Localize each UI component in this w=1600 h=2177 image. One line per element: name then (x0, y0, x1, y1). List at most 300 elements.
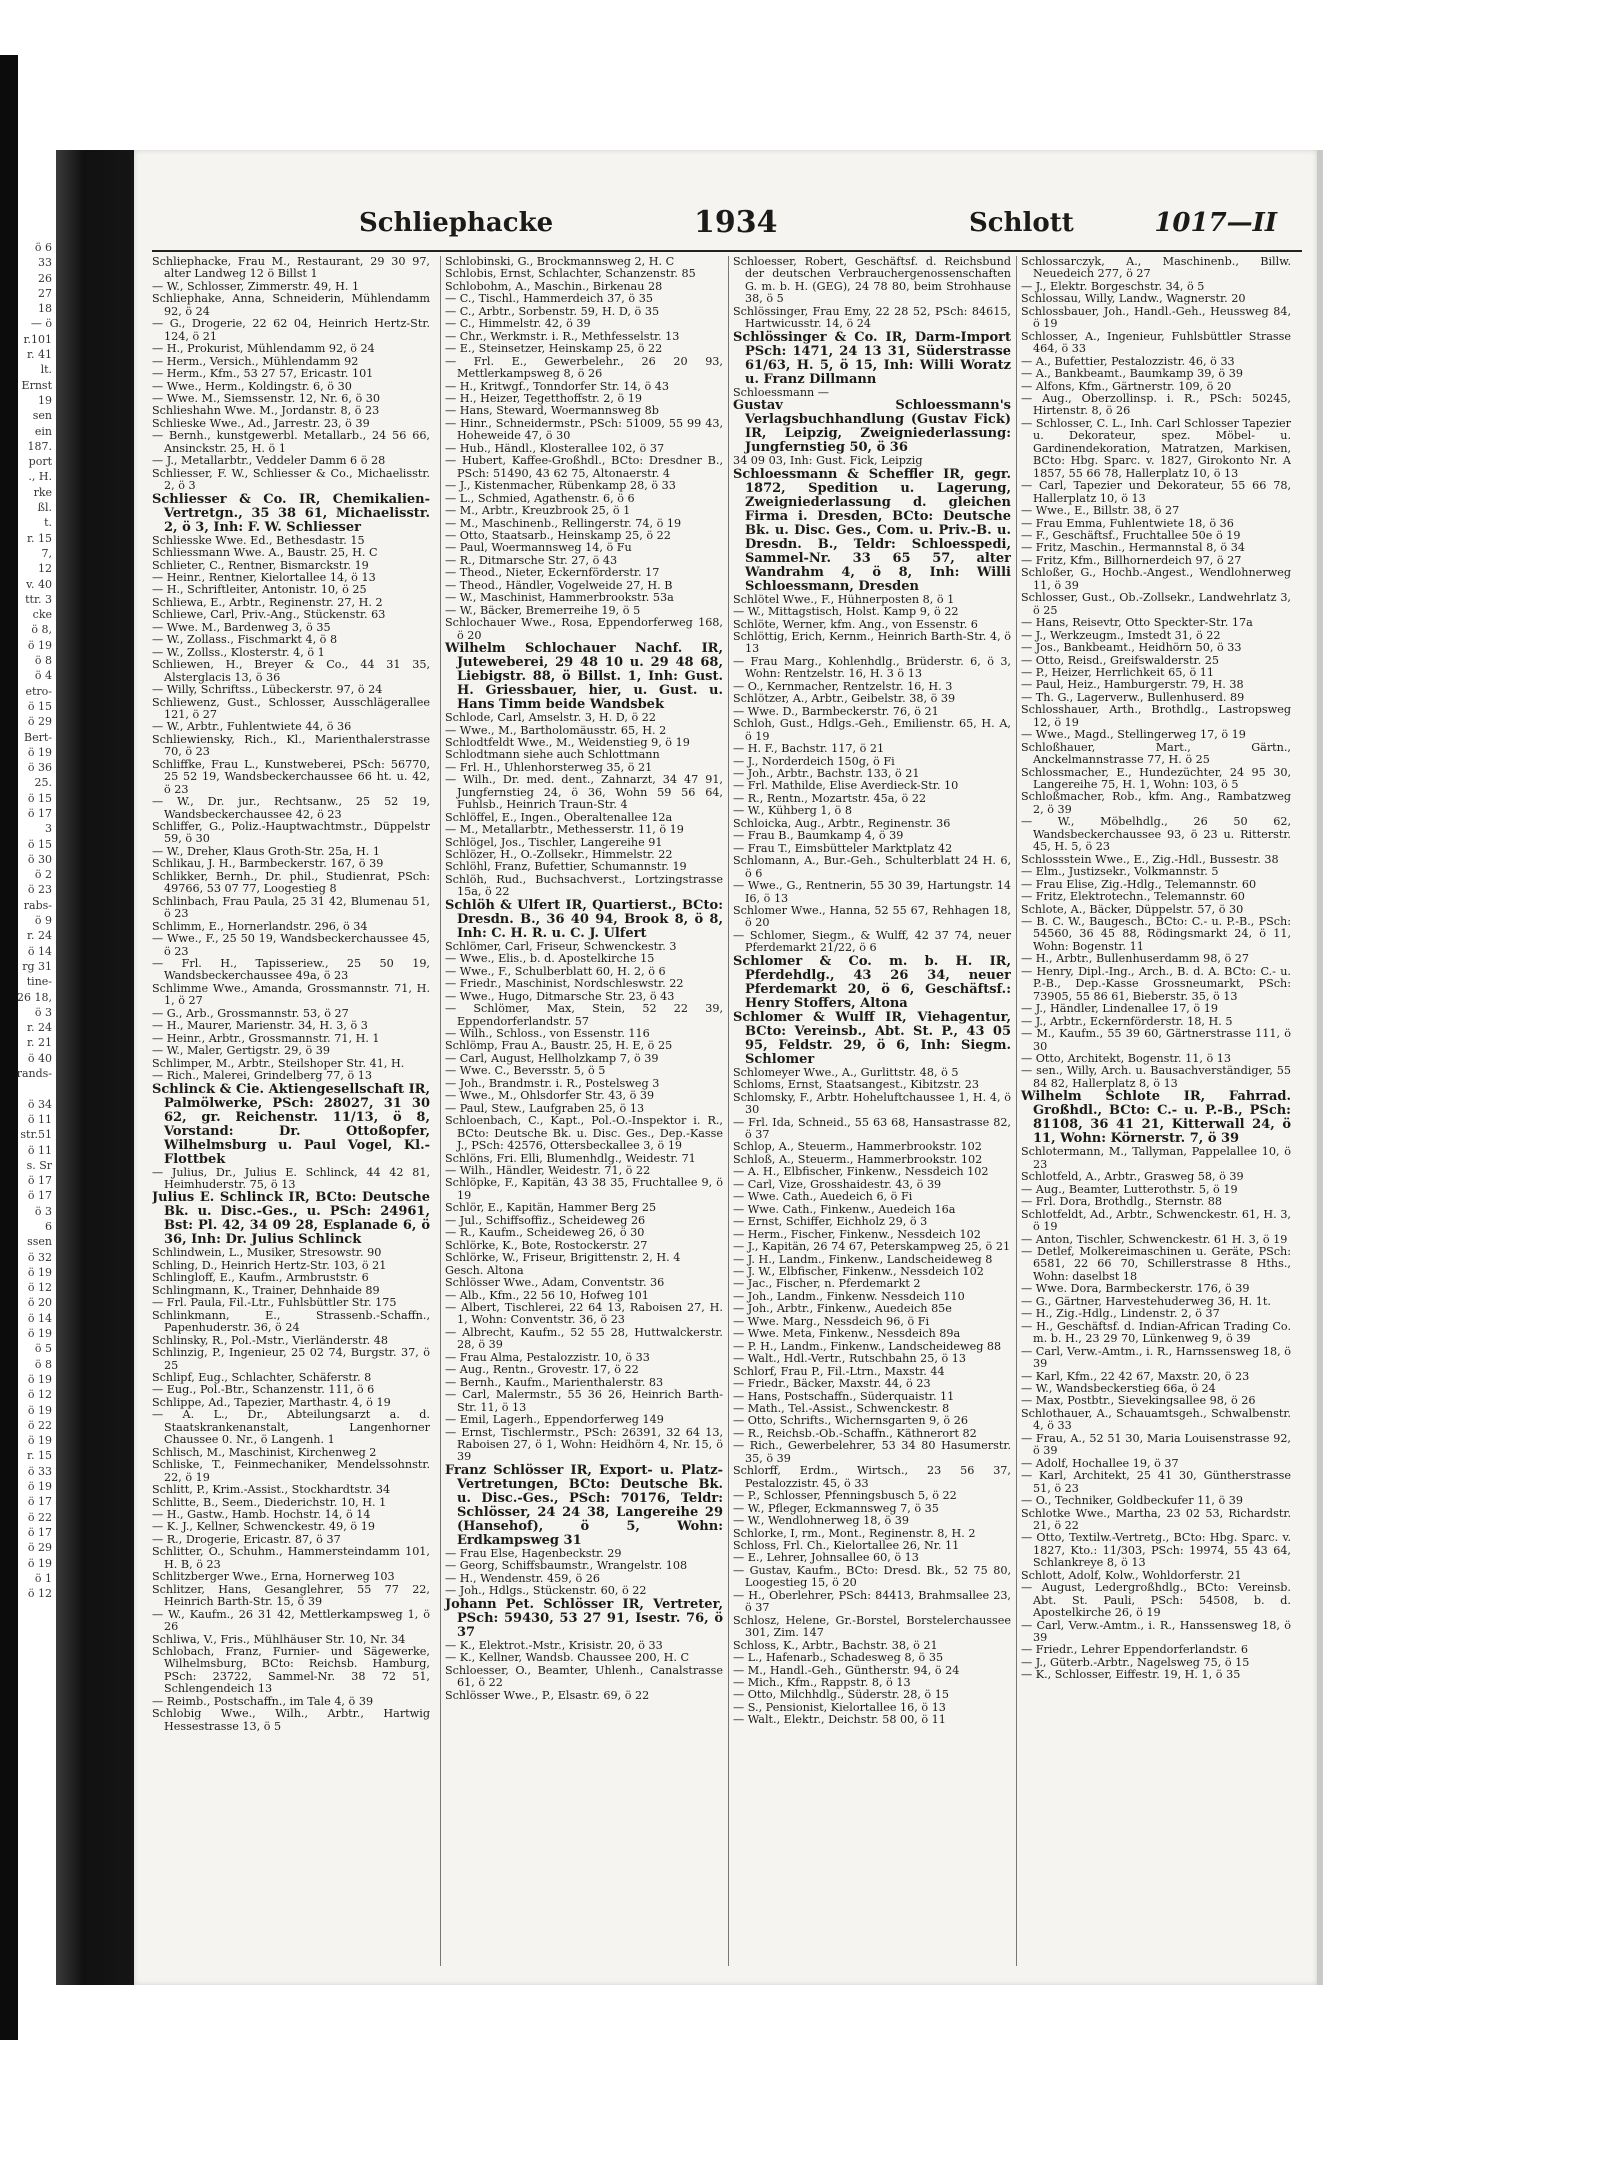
directory-entry: Schliessmann Wwe. A., Baustr. 25, H. C (152, 546, 378, 560)
directory-entry: — Paul, Heiz., Hamburgerstr. 79, H. 38 (1021, 678, 1244, 692)
directory-entry: — O., Kernmacher, Rentzelstr. 16, H. 3 (733, 679, 953, 693)
directory-entry: Schloenbach, C., Kapt., Pol.-O.-Inspektor i. R., BCto: Deutsche Bk. u. Disc. Ges., Dep.-Kasse J., PSch: 42576, Ottersbeckallee 3, ö 19 (445, 1114, 723, 1153)
directory-entry: Schliesser, F. W., Schliesser & Co., Michaelisstr. 2, ö 3 (152, 466, 430, 493)
directory-entry: Schlingloff, E., Kaufm., Armbruststr. 6 (152, 1271, 369, 1285)
directory-entry: — Otto, Milchhdlg., Süderstr. 28, ö 15 (733, 1688, 949, 1702)
directory-entry: Schloßmacher, Rob., kfm. Ang., Rambatzweg 2, ö 39 (1021, 790, 1291, 816)
previous-page-fragment: ö 19 (27, 1556, 52, 1570)
directory-entry: — Max, Postbtr., Sievekingsallee 98, ö 26 (1021, 1394, 1256, 1408)
directory-entry: — W., Bäcker, Bremerreihe 19, ö 5 (445, 603, 641, 617)
directory-entry: — Frau Alma, Pestalozzistr. 10, ö 33 (445, 1350, 650, 1364)
directory-entry: Schlotfeldt, Ad., Arbtr., Schwenckestr. 61, H. 3, ö 19 (1021, 1207, 1291, 1234)
directory-entry: — Schlömer, Max, Stein, 52 22 39, Eppendorferlandstr. 57 (445, 1002, 723, 1028)
directory-entry: Schlinck & Cie. Aktiengesellschaft IR, Palmölwerke, PSch: 28027, 31 30 62, gr. Reichenstr. 11/13, ö 8, Vorstand: Dr. Ottoßopfer, Wilhelmsburg u. Paul Vogel, Kl.-Flottbek (152, 1081, 430, 1167)
previous-page-fragment: ö 32 (27, 1250, 52, 1264)
previous-page-fragment: r. 15 (26, 1449, 52, 1463)
previous-page-fragment: ö 22 (27, 1418, 52, 1432)
previous-page-fragment: — ö (30, 317, 52, 331)
directory-entry: Gustav Schloessmann's Verlagsbuchhandlung (Gustav Fick) IR, Leipzig, Zweigniederlassung: Jungfernstieg 50, ö 36 (733, 398, 1011, 456)
directory-entry: — R., Kaufm., Scheideweg 26, ö 30 (445, 1226, 645, 1240)
directory-entry: Franz Schlösser IR, Export- u. Platz-Vertretungen, BCto: Deutsche Bk. u. Disc.-Ges., PSch: 70176, Teldr: Schlösser, 24 24 38, Langereihe 29 (Hansehof), ö 5, Wohn: Erdkampsweg 31 (445, 1462, 723, 1548)
directory-entry: — Joh., Landm., Finkenw. Nessdeich 110 (733, 1289, 965, 1303)
directory-entry: — K. J., Kellner, Schwenckestr. 49, ö 19 (152, 1520, 375, 1534)
previous-page-fragment: ttr. 3 (25, 592, 52, 606)
directory-entry: — Carl, August, Hellholzkamp 7, ö 39 (445, 1051, 659, 1065)
directory-entry: — Walt., Hdl.-Vertr., Rutschbahn 25, ö 13 (733, 1352, 967, 1366)
previous-page-fragment: etro- (25, 684, 52, 698)
directory-entry: Schlieter, C., Rentner, Bismarckstr. 19 (152, 558, 369, 572)
directory-entry: — Carl, Malermstr., 55 36 26, Heinrich Barth-Str. 11, ö 13 (445, 1388, 723, 1414)
directory-entry: — J., Güterb.-Arbtr., Nagelsweg 75, ö 15 (1021, 1655, 1250, 1669)
directory-entry: — Walt., Elektr., Deichstr. 58 00, ö 11 (733, 1713, 946, 1727)
previous-page-fragment: ö 36 (27, 761, 52, 775)
directory-entry: — W., Dreher, Klaus Groth-Str. 25a, H. 1 (152, 844, 380, 858)
directory-entry: Schliewa, E., Arbtr., Reginenstr. 27, H. 2 (152, 595, 383, 609)
directory-entry: Schlippe, Ad., Tapezier, Marthastr. 4, ö 19 (152, 1395, 391, 1409)
directory-entry: Schlitzer, Hans, Gesanglehrer, 55 77 22, Heinrich Barth-Str. 15, ö 39 (152, 1582, 430, 1609)
previous-page-fragment: rke (33, 485, 52, 499)
page-header (134, 150, 1317, 240)
previous-page-fragment: ö 19 (27, 1372, 52, 1386)
directory-entry: Schlochauer Wwe., Rosa, Eppendorferweg 168, ö 20 (445, 616, 723, 642)
directory-entry: Schlossmacher, E., Hundezüchter, 24 95 30, Langereihe 75, H. 1, Wohn: 103, ö 5 (1021, 765, 1291, 792)
previous-page-fragment: ssen (27, 1235, 52, 1249)
directory-entry: — Joh., Hdlgs., Stückenstr. 60, ö 22 (445, 1584, 647, 1598)
directory-entry: — Mich., Kfm., Rappstr. 8, ö 13 (733, 1675, 911, 1689)
directory-entry: — Albrecht, Kaufm., 52 55 28, Huttwalckerstr. 28, ö 39 (445, 1325, 723, 1352)
directory-entry: — K., Schlosser, Eiffestr. 19, H. 1, ö 35 (1021, 1668, 1241, 1682)
directory-entry: Schlossau, Willy, Landw., Wagnerstr. 20 (1021, 292, 1246, 306)
previous-page-fragment: ö 4 (34, 669, 52, 683)
previous-page-fragment: ö 15 (27, 699, 52, 713)
directory-entry: — J., Arbtr., Eckernförderstr. 18, H. 5 (1021, 1014, 1233, 1028)
directory-entry: — W., Kaufm., 26 31 42, Mettlerkampsweg 1, ö 26 (152, 1607, 430, 1634)
previous-page-fragment: ö 8 (34, 654, 52, 668)
directory-entry: — Reimb., Postschaffn., im Tale 4, ö 39 (152, 1694, 374, 1708)
previous-page-fragment: ö 2 (34, 868, 52, 882)
directory-entry: Schlössinger & Co. IR, Darm-Import PSch: 1471, 24 13 31, Süderstrasse 61/63, H. 5, ö 15, Inh: Willi Woratz u. Franz Dillmann (733, 329, 1011, 387)
directory-entry: — Wwe., Herm., Koldingstr. 6, ö 30 (152, 379, 352, 393)
previous-page-fragment: 26 18, (17, 990, 52, 1004)
directory-entry: — W., Zollss., Klosterstr. 4, ö 1 (152, 645, 325, 659)
directory-entry: — Hans, Steward, Woermannsweg 8b (445, 404, 659, 418)
previous-page-fragment: ö 3 (34, 1005, 52, 1019)
directory-entry: Schlöte, Werner, kfm. Ang., von Essenstr. 6 (733, 617, 978, 631)
column-4 (1016, 256, 1291, 1966)
directory-entry: — F., Geschäftsf., Fruchtallee 50e ö 19 (1021, 528, 1241, 542)
directory-entry: — Frl. Ida, Schneid., 55 63 68, Hansastrasse 82, ö 37 (733, 1115, 1011, 1142)
directory-entry: — Carl, Verw.-Amtm., i. R., Hanssensweg 18, ö 39 (1021, 1618, 1291, 1645)
directory-entry: — W., Arbtr., Fuhlentwiete 44, ö 36 (152, 720, 352, 734)
directory-entry: — Wwe., G., Rentnerin, 55 30 39, Hartungstr. 14 I6, ö 13 (733, 879, 1011, 905)
previous-page-fragment: rg 31 (22, 959, 52, 973)
directory-entry: — H., Oberlehrer, PSch: 84413, Brahmsallee 23, ö 37 (733, 1588, 1011, 1615)
directory-entry: Schloßhauer, Mart., Gärtn., Anckelmannstrasse 77, H. ö 25 (1021, 740, 1291, 767)
directory-entry: Schlindwein, L., Musiker, Stresowstr. 90 (152, 1246, 382, 1260)
directory-entry: — Julius, Dr., Julius E. Schlinck, 44 42 81, Heimhuderstr. 75, ö 13 (152, 1165, 430, 1191)
directory-entry: — Ernst, Schiffer, Eichholz 29, ö 3 (733, 1215, 928, 1229)
directory-entry: Schlotke Wwe., Martha, 23 02 53, Richardstr. 21, ö 22 (1021, 1506, 1291, 1532)
directory-entry: — H., Gastw., Hamb. Hochstr. 14, ö 14 (152, 1507, 371, 1521)
directory-entry: Schlöffel, E., Ingen., Oberaltenallee 12a (445, 810, 673, 824)
directory-entry: Schlieske Wwe., Ad., Jarrestr. 23, ö 39 (152, 416, 370, 430)
directory-entry: Schlorke, I, rm., Mont., Reginenstr. 8, H. 2 (733, 1526, 976, 1540)
directory-entry: — Math., Tel.-Assist., Schwenckestr. 8 (733, 1402, 950, 1415)
directory-entry: Schlömer, Carl, Friseur, Schwenckestr. 3 (445, 939, 677, 953)
directory-entry: — Aug., Oberzollinsp. i. R., PSch: 50245, Hirtenstr. 8, ö 26 (1021, 391, 1291, 418)
directory-entry: — S., Pensionist, Kielortallee 16, ö 13 (733, 1700, 946, 1714)
directory-entry: Schlorff, Erdm., Wirtsch., 23 56 37, Pestalozzistr. 45, ö 33 (733, 1464, 1011, 1490)
directory-entry: — H., Wendenstr. 459, ö 26 (445, 1571, 601, 1585)
directory-entry: — J., Elektr. Borgeschstr. 34, ö 5 (1021, 279, 1205, 293)
directory-entry: — Carl, Vize, Grosshaidestr. 43, ö 39 (733, 1177, 942, 1191)
directory-entry: Schlöh & Ulfert IR, Quartierst., BCto: Dresdn. B., 36 40 94, Brook 8, ö 8, Inh: C. H. R. u. C. J. Ulfert (445, 897, 723, 941)
previous-page-fragment: r. 21 (26, 1036, 52, 1050)
directory-entry: — J., Händler, Lindenallee 17, ö 19 (1021, 1002, 1218, 1016)
directory-entry: — G., Drogerie, 22 62 04, Heinrich Hertz-Str. 124, ö 21 (152, 317, 430, 343)
directory-entry: Gesch. Altona (445, 1263, 524, 1277)
directory-entry: — Fritz, Maschin., Hermannstal 8, ö 34 (1021, 541, 1245, 555)
directory-entry: Schlösser Wwe., P., Elsastr. 69, ö 22 (445, 1688, 650, 1702)
directory-entry: Schlörke, K., Bote, Rostockerstr. 27 (445, 1238, 648, 1252)
previous-page-fragment: lt. (40, 363, 52, 377)
directory-entry: Schliewe, Carl, Priv.-Ang., Stückenstr. 63 (152, 608, 386, 622)
directory-entry: — Wilh., Dr. med. dent., Zahnarzt, 34 47 91, Jungfernstieg 24, ö 36, Wohn 59 56 64, Fuhlsb., Heinrich Traun-Str. 4 (445, 773, 723, 812)
book-gutter (56, 150, 134, 1985)
directory-entry: Schloessmann & Scheffler IR, gegr. 1872, Spedition u. Lagerung, Zweigniederlassung d. gleichen Firma i. Dresden, BCto: Deutsche Bk. u. Disc. Ges., Com. u. Priv.-B. u. Dresdn. B., Teldr: Schloesspedi, Sammel-Nr. 33 65 57, alter Wandrahm 4, ö 8, Inh: Willi Schloessmann, Dresden (733, 466, 1011, 594)
directory-entry: Johann Pet. Schlösser IR, Vertreter, PSch: 59430, 53 27 91, Isestr. 76, ö 37 (445, 1596, 723, 1640)
directory-entry: — Paul, Woermannsweg 14, ö Fu (445, 541, 632, 555)
previous-page-fragment: 19 (38, 393, 52, 407)
directory-entry: — W., Maschinist, Hammerbrookstr. 53a (445, 591, 674, 605)
directory-entry: Schlobinski, G., Brockmannsweg 2, H. C (445, 256, 675, 268)
directory-entry: — Friedr., Bäcker, Maxstr. 44, ö 23 (733, 1377, 931, 1391)
directory-entry: — Wwe., Elis., b. d. Apostelkirche 15 (445, 952, 655, 966)
directory-entry: — Fritz, Kfm., Billhornerdeich 97, ö 27 (1021, 553, 1242, 567)
directory-entry: — Detlef, Molkereimaschinen u. Geräte, PSch: 6581, 22 66 70, Schillerstrasse 8 Hths., Wohn: daselbst 18 (1021, 1244, 1291, 1283)
directory-entry: Schlosser, A., Ingenieur, Fuhlsbüttler Strasse 464, ö 33 (1021, 329, 1291, 356)
directory-entry: — Otto, Architekt, Bogenstr. 11, ö 13 (1021, 1052, 1232, 1065)
previous-page-fragment: ö 19 (27, 1480, 52, 1494)
previous-page-fragment: ö 6 (34, 241, 52, 254)
directory-entry: — Otto, Schrifts., Wichernsgarten 9, ö 26 (733, 1414, 968, 1428)
directory-entry: — W., Wendlohnerweg 18, ö 39 (733, 1514, 910, 1528)
directory-entry: Schlossarczyk, A., Maschinenb., Billw. Neuedeich 277, ö 27 (1021, 256, 1291, 281)
directory-page (134, 150, 1317, 1985)
previous-page-fragment: ö 29 (27, 1541, 52, 1555)
directory-entry: — Frl. H., Tapisseriew., 25 50 19, Wandsbeckerchaussee 49a, ö 23 (152, 957, 430, 983)
directory-entry: — Elm., Justizsekr., Volkmannstr. 5 (1021, 865, 1219, 879)
previous-page-fragment: ö 8, (31, 623, 52, 637)
directory-entry: Schloicka, Aug., Arbtr., Reginenstr. 36 (733, 816, 951, 830)
directory-entry: — W., Pfleger, Eckmannsweg 7, ö 35 (733, 1501, 939, 1515)
directory-entry: Schlöns, Fri. Elli, Blumenhdlg., Weidestr. 71 (445, 1151, 696, 1165)
directory-entry: — R., Ditmarsche Str. 27, ö 43 (445, 553, 618, 567)
previous-page-fragment: ö 15 (27, 837, 52, 851)
directory-entry: Schlobohm, A., Maschin., Birkenau 28 (445, 279, 663, 293)
directory-entry: Schlöttig, Erich, Kernm., Heinrich Barth-Str. 4, ö 13 (733, 629, 1011, 656)
directory-entry: Schlitt, P., Krim.-Assist., Stockhardtstr. 34 (152, 1483, 391, 1497)
previous-page-fragment: rabs- (23, 898, 52, 912)
directory-entry: — Frl. Mathilde, Elise Averdieck-Str. 10 (733, 779, 959, 793)
previous-page-fragment: ö 17 (27, 1495, 52, 1509)
directory-entry: — Henry, Dipl.-Ing., Arch., B. d. A. BCto: C.- u. P.-B., Dep.-Kasse Grossneumarkt, PSch: 73905, 55 86 61, Bieberstr. 35, ö 13 (1021, 964, 1291, 1003)
directory-entry: Schling, D., Heinrich Hertz-Str. 103, ö 21 (152, 1258, 387, 1272)
directory-entry: — A., Bufettier, Pestalozzistr. 46, ö 33 (1021, 354, 1235, 368)
directory-entry: — Bernh., Kaufm., Marienthalerstr. 83 (445, 1375, 664, 1389)
directory-entry: Schlipf, Eug., Schlachter, Schäferstr. 8 (152, 1370, 372, 1384)
directory-entry: Schlobach, Franz, Furnier- und Sägewerke, Wilhelmsburg, BCto: Reichsb. Hamburg, PSch: 23722, Sammel-Nr. 38 72 51, Schlengendeich 13 (152, 1644, 430, 1696)
directory-entry: — A. L., Dr., Abteilungsarzt a. d. Staatskrankenanstalt, Langenhorner Chaussee 0. Nr., ö Langenh. 1 (152, 1408, 430, 1447)
previous-page-fragment: s. Sr (26, 1158, 52, 1172)
directory-entry: — Emil, Lagerh., Eppendorferweg 149 (445, 1413, 664, 1427)
directory-entry: — Herm., Versich., Mühlendamm 92 (152, 354, 359, 368)
directory-entry: Schliwa, V., Fris., Mühlhäuser Str. 10, Nr. 34 (152, 1632, 406, 1646)
previous-page-fragment: ö 40 (27, 1051, 52, 1065)
directory-entry: Schliephake, Anna, Schneiderin, Mühlendamm 92, ö 24 (152, 292, 430, 318)
previous-page-fragment: ö 12 (27, 1281, 52, 1295)
directory-entry: — Wwe. Marg., Nessdeich 96, ö Fi (733, 1314, 930, 1328)
directory-entry: Schlomer & Wulff IR, Viehagentur, BCto: Vereinsb., Abt. St. P., 43 05 95, Feldstr. 29, ö 6, Inh: Siegm. Schlomer (733, 1009, 1011, 1067)
directory-entry: — Th. G., Lagerverw., Bullenhuserd. 89 (1021, 690, 1245, 704)
directory-entry: — P., Schlosser, Pfenningsbusch 5, ö 22 (733, 1489, 957, 1503)
directory-entry: Schlobis, Ernst, Schlachter, Schanzenstr. 85 (445, 267, 696, 281)
directory-entry: — Frl. Dora, Brothdlg., Sternstr. 88 (1021, 1195, 1222, 1209)
directory-entry: Schlop, A., Steuerm., Hammerbrookstr. 102 (733, 1140, 982, 1154)
directory-entry: Schloms, Ernst, Staatsangest., Kibitzstr. 23 (733, 1078, 980, 1092)
previous-page-fragment: ö 23 (27, 883, 52, 897)
directory-entry: — R., Reichsb.-Ob.-Schaffn., Käthnerort 82 (733, 1426, 977, 1440)
directory-entry: Schliewen, H., Breyer & Co., 44 31 35, Alsterglacis 13, ö 36 (152, 658, 430, 684)
directory-entry: Schliewenz, Gust., Schlosser, Ausschlägerallee 121, ö 27 (152, 695, 430, 721)
directory-entry: — Joh., Arbtr., Finkenw., Auedeich 85e (733, 1302, 952, 1316)
directory-entry: — Wwe. M., Siemssenstr. 12, Nr. 6, ö 30 (152, 391, 381, 405)
directory-entry: Schlosshauer, Arth., Brothdlg., Lastropsweg 12, ö 19 (1021, 703, 1291, 729)
directory-entry: — Wwe., F., 25 50 19, Wandsbeckerchaussee 45, ö 23 (152, 932, 430, 958)
directory-entry: — C., Himmelstr. 42, ö 39 (445, 317, 591, 331)
directory-entry: — Frau Elise, Zig.-Hdlg., Telemannstr. 60 (1021, 877, 1257, 891)
directory-entry: Schlikau, J. H., Barmbeckerstr. 167, ö 39 (152, 857, 384, 871)
directory-entry: 34 09 03, Inh: Gust. Fick, Leipzig (733, 454, 923, 468)
directory-entry: — W., Schlosser, Zimmerstr. 49, H. 1 (152, 279, 360, 293)
directory-entry: Schlossstein Wwe., E., Zig.-Hdl., Bussestr. 38 (1021, 852, 1279, 866)
directory-entry: — H., Zig.-Hdlg., Lindenstr. 2, ö 37 (1021, 1307, 1220, 1321)
directory-entry: — Frau Emma, Fuhlentwiete 18, ö 36 (1021, 516, 1234, 530)
column-1 (152, 256, 430, 1966)
directory-entry: — E., Lehrer, Johnsallee 60, ö 13 (733, 1551, 919, 1565)
column-3 (728, 256, 1011, 1966)
directory-entry: — G., Arb., Grossmannstr. 53, ö 27 (152, 1006, 349, 1020)
directory-entry: — K., Elektrot.-Mstr., Krisistr. 20, ö 33 (445, 1638, 663, 1652)
directory-entry: Schlitzberger Wwe., Erna, Hornerweg 103 (152, 1570, 395, 1584)
directory-entry: Schlöh, Rud., Buchsachverst., Lortzingstrasse 15a, ö 22 (445, 872, 723, 899)
directory-entry: Schlömp, Frau A., Baustr. 25, H. E, ö 25 (445, 1039, 673, 1053)
entry-columns (152, 256, 1292, 1966)
previous-page-fragment: 25. (34, 776, 52, 790)
directory-entry: — Aug., Rentn., Grovestr. 17, ö 22 (445, 1363, 639, 1377)
directory-entry: Schlingmann, K., Trainer, Dehnhaide 89 (152, 1283, 380, 1297)
directory-entry: — L., Schmied, Agathenstr. 6, ö 6 (445, 491, 635, 505)
directory-entry: Schlimme Wwe., Amanda, Grossmannstr. 71, H. 1, ö 27 (152, 981, 430, 1008)
previous-page-fragment: ö 14 (27, 944, 52, 958)
directory-entry: Schliffke, Frau L., Kunstweberei, PSch: 56770, 25 52 19, Wandsbeckerchaussee 66 ht. u. 42, ö 23 (152, 757, 430, 796)
directory-entry: — Jac., Fischer, n. Pferdemarkt 2 (733, 1277, 921, 1291)
directory-entry: — W., Wandsbeckerstieg 66a, ö 24 (1021, 1381, 1216, 1395)
previous-page-fragment: ö 15 (27, 791, 52, 805)
directory-entry: — H., Arbtr., Bullenhuserdamm 98, ö 27 (1021, 952, 1250, 966)
directory-entry: — Willy, Schriftss., Lübeckerstr. 97, ö 24 (152, 683, 383, 697)
directory-entry: Schlötzer, A., Arbtr., Geibelstr. 38, ö 39 (733, 692, 956, 706)
previous-page-fragment: 6 (45, 1220, 52, 1233)
directory-entry: — W., Zollass., Fischmarkt 4, ö 8 (152, 633, 338, 647)
previous-page-fragment: ö 17 (27, 806, 52, 820)
directory-entry: — Alb., Kfm., 22 56 10, Hofweg 101 (445, 1288, 649, 1302)
directory-entry: Schlodtmann siehe auch Schlottmann (445, 748, 660, 762)
directory-entry: Schlisch, M., Maschinist, Kirchenweg 2 (152, 1445, 377, 1459)
directory-entry: Schloss, K., Arbtr., Bachstr. 38, ö 21 (733, 1638, 938, 1652)
directory-entry: Schlote, A., Bäcker, Düppelstr. 57, ö 30 (1021, 902, 1244, 916)
directory-entry: — Bernh., kunstgewerbl. Metallarb., 24 56 66, Ansinckstr. 25, H. ö 1 (152, 429, 430, 455)
directory-entry: — Wilh., Schloss., von Essenstr. 116 (445, 1027, 650, 1041)
directory-entry: — Wwe., M., Ohlsdorfer Str. 43, ö 39 (445, 1089, 655, 1103)
previous-page-fragment: 7, (41, 546, 52, 560)
directory-entry: — W., Mittagstisch, Holst. Kamp 9, ö 22 (733, 605, 959, 619)
previous-page-fragment: v. 40 (26, 577, 52, 591)
directory-entry: — Frau Else, Hagenbeckstr. 29 (445, 1546, 622, 1560)
directory-entry: — Eug., Pol.-Btr., Schanzenstr. 111, ö 6 (152, 1383, 375, 1397)
directory-entry: — A. H., Elbfischer, Finkenw., Nessdeich 102 (733, 1165, 989, 1179)
directory-entry: — Frl. Paula, Fil.-Ltr., Fuhlsbüttler Str. 175 (152, 1296, 397, 1310)
directory-entry: — Theod., Händler, Vogelweide 27, H. B (445, 578, 673, 592)
directory-entry: Schlomann, A., Bur.-Geh., Schulterblatt 24 H. 6, ö 6 (733, 854, 1011, 880)
directory-entry: — Theod., Nieter, Eckernförderstr. 17 (445, 566, 660, 580)
previous-page-fragment: ö 29 (27, 715, 52, 729)
directory-entry: Schliephacke, Frau M., Restaurant, 29 30 97, alter Landweg 12 ö Billst 1 (152, 256, 430, 281)
column-2 (440, 256, 723, 1966)
directory-entry: — Wwe., Magd., Stellingerweg 17, ö 19 (1021, 728, 1246, 742)
directory-entry: Schlörke, W., Friseur, Brigittenstr. 2, H. 4 (445, 1251, 681, 1265)
directory-entry: Schlinsky, R., Pol.-Mstr., Vierländerstr. 48 (152, 1333, 388, 1347)
directory-entry: Schlotfeld, A., Arbtr., Grasweg 58, ö 39 (1021, 1170, 1244, 1184)
directory-entry: Schlösser Wwe., Adam, Conventstr. 36 (445, 1276, 665, 1290)
directory-entry: Schlikker, Bernh., Dr. phil., Studienrat, PSch: 49766, 53 07 77, Loogestieg 8 (152, 869, 430, 896)
directory-entry: Wilhelm Schlote IR, Fahrrad. Großhdl., BCto: C.- u. P.-B., PSch: 81108, 36 41 21, Kitterwall 24, ö 11, Wohn: Körnerstr. 7, ö 39 (1021, 1089, 1291, 1147)
directory-entry: — R., Drogerie, Ericastr. 87, ö 37 (152, 1532, 341, 1546)
directory-entry: Schloß, A., Steuerm., Hammerbrookstr. 102 (733, 1152, 983, 1166)
directory-entry: Wilhelm Schlochauer Nachf. IR, Juteweberei, 29 48 10 u. 29 48 68, Liebigstr. 88, ö Billst. 1, Inh: Gust. H. Griessbauer, hier, u. Gust. u. Hans Timm beide Wandsbek (445, 641, 723, 713)
directory-entry: — J., Metallarbtr., Veddeler Damm 6 ö 28 (152, 454, 386, 468)
directory-entry: — Wwe. M., Bardenweg 3, ö 35 (152, 620, 331, 634)
directory-entry: Schlothauer, A., Schauamtsgeh., Schwalbenstr. 4, ö 33 (1021, 1406, 1291, 1433)
previous-page-fragment: 26 (38, 271, 52, 285)
directory-entry: — M., Maschinenb., Rellingerstr. 74, ö 19 (445, 516, 682, 530)
directory-entry: Schlözer, H., O.-Zollsekr., Himmelstr. 22 (445, 848, 673, 862)
directory-entry: — Friedr., Maschinist, Nordschleswstr. 22 (445, 977, 684, 991)
previous-page-fragment: cke (32, 608, 52, 622)
directory-entry: Schliesser & Co. IR, Chemikalien-Vertretgn., 35 38 61, Michaelisstr. 2, ö 3, Inh: F. W. Schliesser (152, 491, 430, 535)
directory-entry: — H., Maurer, Marienstr. 34, H. 3, ö 3 (152, 1019, 368, 1033)
page-edge-right (1317, 150, 1323, 1985)
directory-entry: — Frau B., Baumkamp 4, ö 39 (733, 829, 904, 843)
directory-entry: — Ernst, Tischlermstr., PSch: 26391, 32 64 13, Raboisen 27, ö 1, Wohn: Heidhörn 4, Nr. 15, ö 39 (445, 1425, 723, 1464)
directory-entry: — Frl. H., Uhlenhorsterweg 35, ö 21 (445, 760, 653, 774)
directory-entry: Schlomer & Co. m. b. H. IR, Pferdehdlg., 43 26 34, neuer Pferdemarkt 20, ö 6, Geschäftsf.: Henry Stoffers, Altona (733, 953, 1011, 1011)
previous-page-fragment: ö 8 (34, 1357, 52, 1371)
directory-entry: Schlinkmann, E., Strassenb.-Schaffn., Papenhuderstr. 36, ö 24 (152, 1308, 430, 1335)
previous-page-fragment: 3 (45, 822, 52, 836)
directory-entry: — O., Techniker, Goldbeckufer 11, ö 39 (1021, 1494, 1244, 1508)
directory-entry: — Hinr., Schneidermstr., PSch: 51009, 55 99 43, Hoheweide 47, ö 30 (445, 416, 723, 443)
directory-entry: — Albert, Tischlerei, 22 64 13, Raboisen 27, H. 1, Wohn: Conventstr. 36, ö 23 (445, 1300, 723, 1327)
directory-entry: Julius E. Schlinck IR, BCto: Deutsche Bk. u. Disc.-Ges., u. PSch: 24961, Bst: Pl. 42, 34 09 28, Esplanade 6, ö 36, Inh: Dr. Julius Schlinck (152, 1190, 430, 1248)
previous-page-fragment (0, 1081, 56, 1096)
directory-entry: — Herm., Kfm., 53 27 57, Ericastr. 101 (152, 367, 374, 381)
directory-entry: — W., Kühberg 1, ö 8 (733, 804, 852, 818)
directory-entry: — M., Handl.-Geh., Güntherstr. 94, ö 24 (733, 1663, 960, 1677)
directory-entry: — Schlosser, C. L., Inh. Carl Schlosser Tapezier u. Dekorateur, spez. Möbel- u. Gardinendekoration, Matratzen, Markisen, BCto: Hbg. Sparc. v. 1827, Girokonto Nr. A 1857, 55 66 78, Hallerplatz 10, ö 13 (1021, 416, 1291, 480)
directory-entry: Schloesser, O., Beamter, Uhlenh., Canalstrasse 61, ö 22 (445, 1663, 723, 1690)
directory-entry: — Otto, Reisd., Greifswalderstr. 25 (1021, 653, 1219, 667)
header-left-keyword: Schliephacke (359, 208, 554, 238)
previous-page-fragment: Bert- (24, 730, 52, 744)
directory-entry: Schlimm, E., Hornerlandstr. 296, ö 34 (152, 919, 368, 933)
directory-entry: — H., Heizer, Tegetthoffstr. 2, ö 19 (445, 391, 642, 405)
directory-entry: — J. W., Elbfischer, Finkenw., Nessdeich 102 (733, 1265, 984, 1279)
directory-entry: — Wwe. Dora, Barmbeckerstr. 176, ö 39 (1021, 1282, 1250, 1296)
previous-page-fragment: ö 34 (27, 1097, 52, 1111)
directory-entry: — E., Steinsetzer, Heinskamp 25, ö 22 (445, 342, 663, 356)
directory-entry: — Wwe. D., Barmbeckerstr. 76, ö 21 (733, 704, 939, 718)
previous-page-fragment: ö 17 (27, 1525, 52, 1539)
directory-entry: — J., Kapitän, 26 74 67, Peterskampweg 25, ö 21 (733, 1240, 1011, 1254)
previous-page-fragment: ö 1 (34, 1571, 52, 1585)
directory-entry: — Wilh., Händler, Weidestr. 71, ö 22 (445, 1164, 651, 1177)
directory-entry: — W., Möbelhdlg., 26 50 62, Wandsbeckerchaussee 93, ö 23 u. Ritterstr. 45, H. 5, ö 23 (1021, 815, 1291, 854)
directory-entry: Schlöpke, F., Kapitän, 43 38 35, Fruchtallee 9, ö 19 (445, 1176, 723, 1202)
previous-page-fragment: r.101 (23, 332, 52, 346)
directory-entry: — K., Kellner, Wandsb. Chaussee 200, H. C (445, 1651, 690, 1665)
directory-entry: — P. H., Landm., Finkenw., Landscheideweg 88 (733, 1339, 1002, 1353)
directory-entry: — C., Tischl., Hammerdeich 37, ö 35 (445, 292, 653, 306)
directory-entry: — Wwe., F., Schulberblatt 60, H. 2, ö 6 (445, 964, 666, 978)
header-rule (152, 250, 1302, 252)
directory-entry: Schlott, Adolf, Kolw., Wohldorferstr. 21 (1021, 1568, 1242, 1582)
directory-entry: Schlögel, Jos., Tischler, Langereihe 91 (445, 835, 663, 849)
previous-page-fragment: ö 19 (27, 1403, 52, 1417)
previous-page-fragment: ö 22 (27, 1510, 52, 1524)
directory-entry: — Frau Marg., Kohlenhdlg., Brüderstr. 6, ö 3, Wohn: Rentzelstr. 16, H. 3 ö 13 (733, 654, 1011, 681)
directory-entry: Schlossbauer, Joh., Handl.-Geh., Heussweg 84, ö 19 (1021, 304, 1291, 331)
directory-entry: — Adolf, Hochallee 19, ö 37 (1021, 1456, 1179, 1470)
directory-entry: — Rich., Malerei, Grindelberg 77, ö 13 (152, 1069, 373, 1083)
directory-entry: — P., Heizer, Herrlichkeit 65, ö 11 (1021, 665, 1214, 679)
directory-entry: — Wwe., M., Bartholomäusstr. 65, H. 2 (445, 723, 667, 737)
directory-entry: Schloßer, G., Hochb.-Angest., Wendlohnerweg 11, ö 39 (1021, 566, 1291, 592)
previous-page-fragment: r. 24 (26, 929, 52, 943)
directory-entry: Schlosz, Helene, Gr.-Borstel, Borstelerchaussee 301, Zim. 147 (733, 1613, 1011, 1640)
directory-entry: Schlitte, B., Seem., Diederichstr. 10, H. 1 (152, 1495, 387, 1509)
previous-page-fragment: ö 12 (27, 1388, 52, 1402)
directory-entry: — Frau T., Eimsbütteler Marktplatz 42 (733, 841, 953, 855)
directory-entry: Schlötel Wwe., F., Hühnerposten 8, ö 1 (733, 592, 955, 606)
previous-page-fragment: ö 9 (34, 914, 52, 928)
previous-page-fragment: tine- (26, 975, 52, 989)
directory-entry: Schliske, T., Feinmechaniker, Mendelssohnstr. 22, ö 19 (152, 1458, 430, 1484)
previous-page-fragment: ö 19 (27, 745, 52, 759)
directory-entry: — sen., Willy, Arch. u. Bausachverständiger, 55 84 82, Hallerplatz 8, ö 13 (1021, 1064, 1291, 1090)
directory-entry: — Rich., Gewerbelehrer, 53 34 80 Hasumerstr. 35, ö 39 (733, 1439, 1011, 1465)
directory-entry: Schliesske Wwe. Ed., Bethesdastr. 15 (152, 533, 365, 547)
